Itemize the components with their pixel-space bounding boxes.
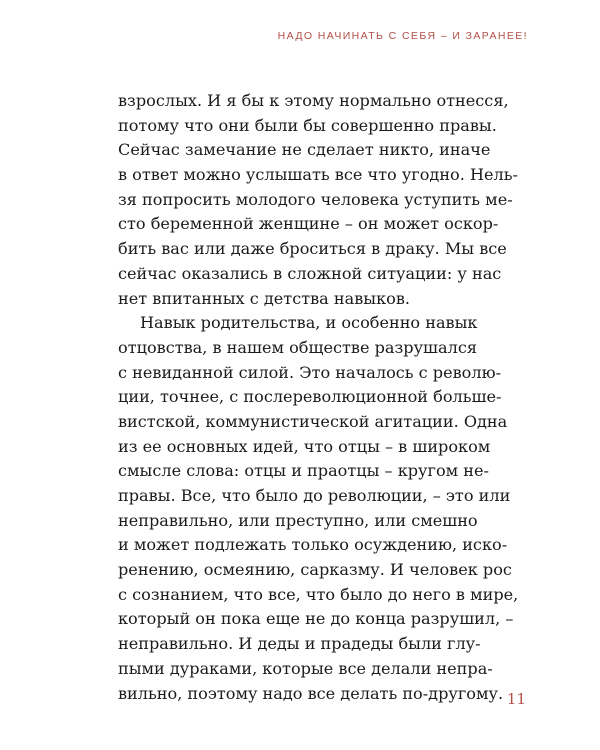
text-line: в ответ можно услышать все что угодно. Нель- [118, 165, 518, 185]
text-line: пыми дураками, которые все делали непра- [118, 658, 493, 678]
running-header: НАДО НАЧИНАТЬ С СЕБЯ – И ЗАРАНЕЕ! [277, 30, 528, 42]
text-line: и может подлежать только осуждению, иско- [118, 535, 508, 555]
page-number: 11 [506, 690, 526, 708]
text-line: отцовства, в нашем обществе разрушался [118, 337, 477, 357]
text-line: с невиданной силой. Это началось с револю- [118, 362, 502, 382]
text-line: бить вас или даже броситься в драку. Мы все [118, 239, 507, 259]
text-line: вильно, поэтому надо все делать по-другому. [118, 683, 504, 703]
text-line: взрослых. И я бы к этому нормально отнесся, [118, 91, 509, 110]
text-line: правы. Все, что было до революции, – это или [118, 486, 511, 505]
text-line: потому что они были бы совершенно правы. [118, 115, 497, 135]
text-line: вистской, коммунистической агитации. Одна [118, 411, 508, 431]
paragraph-1 [118, 89, 518, 311]
text-line: ции, точнее, с послереволюционной больше- [118, 387, 502, 407]
text-line: зя попросить молодого человека уступить ме- [118, 189, 513, 209]
text-line: ренению, осмеянию, сарказму. И человек рос [118, 560, 512, 580]
text-line: который он пока еще не до конца разрушил, – [118, 609, 514, 629]
text-line: с сознанием, что все, что было до него в мире, [118, 584, 519, 604]
text-line: Сейчас замечание не сделает никто, иначе [118, 140, 491, 160]
text-line: из ее основных идей, что отцы – в широком [118, 436, 491, 456]
text-line: сейчас оказались в сложной ситуации: у нас [118, 263, 502, 283]
text-line: смысле слова: отцы и праотцы – кругом не- [118, 461, 489, 481]
text-line: сто беременной женщине – он может оскор- [118, 214, 499, 234]
text-line: неправильно. И деды и прадеды были глу- [118, 634, 481, 654]
text-line: нет впитанных с детства навыков. [118, 288, 411, 308]
text-line: неправильно, или преступно, или смешно [118, 510, 478, 530]
text-line: Навык родительства, и особенно навык [140, 313, 478, 333]
